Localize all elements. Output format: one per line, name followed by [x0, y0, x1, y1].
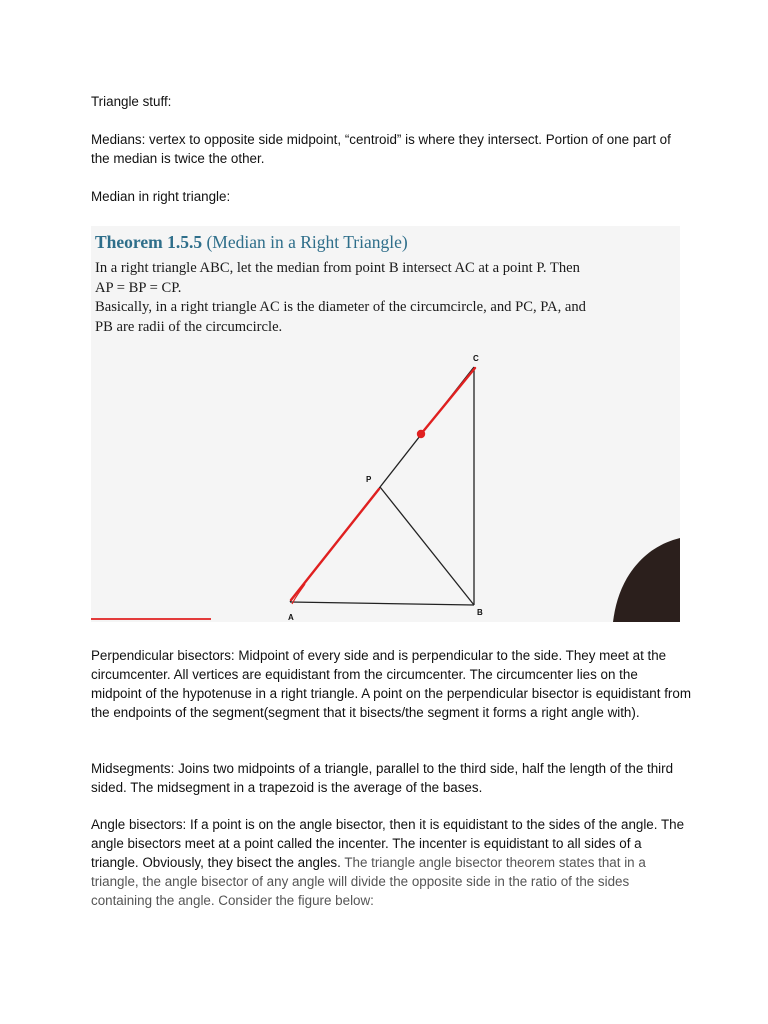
heading-text: Triangle stuff:	[91, 94, 172, 109]
side-ab	[290, 602, 474, 605]
theorem-line-1: In a right triangle ABC, let the median from point B intersect AC at a point P. Then	[95, 260, 580, 276]
red-dot	[417, 430, 425, 438]
theorem-name: (Median in a Right Triangle)	[206, 232, 408, 252]
angle-bisectors-text-a: Angle bisectors: If a point is on the angle bisector, then it is equidistant to the sides of the angle. The angle bisectors meet at a point called the incenter. The incenter is equidistant to all sides of a triangle. Obviously, they bisect the angles.	[91, 817, 685, 870]
angle-bisectors-paragraph	[91, 815, 691, 910]
median-right-label: Median in right triangle:	[91, 189, 231, 204]
triangle-diagram	[91, 226, 680, 622]
red-mark-pc	[421, 368, 475, 434]
median-bp	[380, 487, 474, 605]
theorem-line-2: AP = BP = CP.	[95, 279, 182, 296]
label-c: C	[473, 354, 479, 363]
medians-paragraph: Medians: vertex to opposite side midpoint, “centroid” is where they intersect. Portion of one part of the median is twice the other.	[91, 132, 671, 166]
silhouette-shape	[613, 538, 680, 622]
red-mark-ap	[291, 489, 379, 600]
theorem-line-4: PB are radii of the circumcircle.	[95, 318, 283, 335]
label-b: B	[477, 608, 483, 617]
theorem-line-3: Basically, in a right triangle AC is the diameter of the circumcircle, and PC, PA, and	[95, 299, 586, 315]
midsegments-paragraph: Midsegments: Joins two midpoints of a triangle, parallel to the third side, half the length of the third sided. The midsegment in a trapezoid is the average of the bases.	[91, 761, 674, 795]
red-stroke-near-a	[292, 584, 305, 604]
theorem-number: Theorem 1.5.5	[95, 232, 203, 252]
theorem-figure	[91, 226, 680, 622]
perpendicular-paragraph: Perpendicular bisectors: Midpoint of every side and is perpendicular to the side. They meet at the circumcenter. All vertices are equidistant from the circumcenter. The circumcenter lies on the midpoint of the hypotenuse in a right triangle. A point on the perpendicular bisector is equidistant from the endpoints of the segment(segment that it bisects/the segment it forms a right angle with).	[91, 648, 691, 720]
label-a: A	[288, 613, 294, 622]
label-p: P	[366, 475, 372, 484]
angle-bisectors-text-b: The triangle angle bisector theorem states that in a triangle, the angle bisector of any angle will divide the opposite side in the ratio of the sides containing the angle. Consider the figure below:	[91, 855, 646, 908]
